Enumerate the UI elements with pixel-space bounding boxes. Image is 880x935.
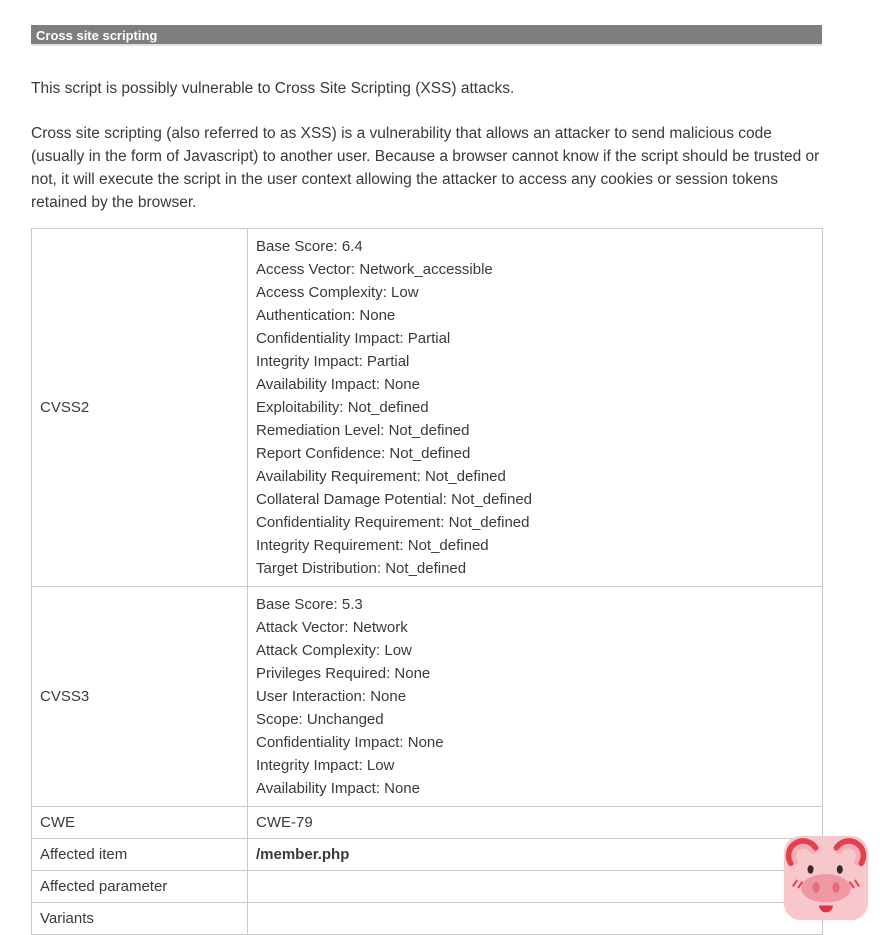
detail-line: Base Score: 6.4 bbox=[256, 238, 363, 255]
pig-eye-right bbox=[837, 865, 843, 874]
detail-line: Authentication: None bbox=[256, 307, 396, 324]
detail-line: Access Vector: Network_accessible bbox=[256, 261, 493, 278]
section-title-bar bbox=[31, 25, 822, 46]
pig-nostril-left bbox=[812, 882, 819, 893]
detail-line: Availability Impact: None bbox=[256, 780, 420, 797]
detail-line: Remediation Level: Not_defined bbox=[256, 422, 470, 439]
detail-line: Exploitability: Not_defined bbox=[256, 399, 429, 416]
detail-line: Access Complexity: Low bbox=[256, 284, 419, 301]
table-row-affected-item bbox=[32, 839, 823, 871]
row-label-cwe: CWE bbox=[32, 807, 248, 839]
detail-line: Confidentiality Requirement: Not_defined bbox=[256, 514, 530, 531]
table-row-cvss2 bbox=[32, 229, 823, 587]
row-label-affected-item: Affected item bbox=[32, 839, 248, 871]
pig-face-icon bbox=[783, 835, 869, 921]
detail-line: Attack Complexity: Low bbox=[256, 642, 412, 659]
intro-text: This script is possibly vulnerable to Cross Site Scripting (XSS) attacks. bbox=[31, 80, 515, 97]
detail-line: Integrity Requirement: Not_defined bbox=[256, 537, 489, 554]
row-label-affected-parameter: Affected parameter bbox=[32, 871, 248, 903]
pig-snout bbox=[801, 874, 851, 902]
row-value-cwe: CWE-79 bbox=[248, 807, 823, 839]
detail-line: Confidentiality Impact: None bbox=[256, 734, 444, 751]
row-value-cvss2 bbox=[248, 229, 823, 587]
table-row-cwe bbox=[32, 807, 823, 839]
detail-line: Availability Requirement: Not_defined bbox=[256, 468, 506, 485]
detail-line: Privileges Required: None bbox=[256, 665, 431, 682]
report-section bbox=[31, 25, 822, 935]
detail-line: Target Distribution: Not_defined bbox=[256, 560, 467, 577]
row-label-cvss2: CVSS2 bbox=[32, 229, 248, 587]
detail-line: Integrity Impact: Low bbox=[256, 757, 395, 774]
pig-sticker bbox=[783, 835, 869, 921]
section-title: Cross site scripting bbox=[36, 28, 158, 43]
detail-line: User Interaction: None bbox=[256, 688, 407, 705]
detail-line: Attack Vector: Network bbox=[256, 619, 408, 636]
row-value-variants bbox=[248, 903, 823, 935]
detail-line: Confidentiality Impact: Partial bbox=[256, 330, 451, 347]
row-value-affected-item: /member.php bbox=[248, 839, 823, 871]
pig-nostril-right bbox=[832, 882, 839, 893]
row-value-affected-parameter bbox=[248, 871, 823, 903]
detail-line: Integrity Impact: Partial bbox=[256, 353, 410, 370]
table-row-cvss3 bbox=[32, 587, 823, 807]
row-label-cvss3: CVSS3 bbox=[32, 587, 248, 807]
detail-line: Scope: Unchanged bbox=[256, 711, 384, 728]
description-text: Cross site scripting (also referred to as XSS) is a vulnerability that allows an attacker to send malicious code (usually in the form of Javascript) to another user. Because a browser cannot know if the script should be trusted or not, it will execute the script in the user context allowing the attacker to access any cookies or session tokens retained by the browser. bbox=[31, 125, 820, 211]
row-label-variants: Variants bbox=[32, 903, 248, 935]
vulnerability-details-table bbox=[31, 228, 823, 935]
row-value-cvss3 bbox=[248, 587, 823, 807]
table-row-variants bbox=[32, 903, 823, 935]
detail-line: Collateral Damage Potential: Not_defined bbox=[256, 491, 532, 508]
detail-line: Availability Impact: None bbox=[256, 376, 420, 393]
detail-line: Report Confidence: Not_defined bbox=[256, 445, 471, 462]
table-row-affected-parameter bbox=[32, 871, 823, 903]
pig-eye-left bbox=[808, 865, 814, 874]
detail-line: Base Score: 5.3 bbox=[256, 596, 363, 613]
